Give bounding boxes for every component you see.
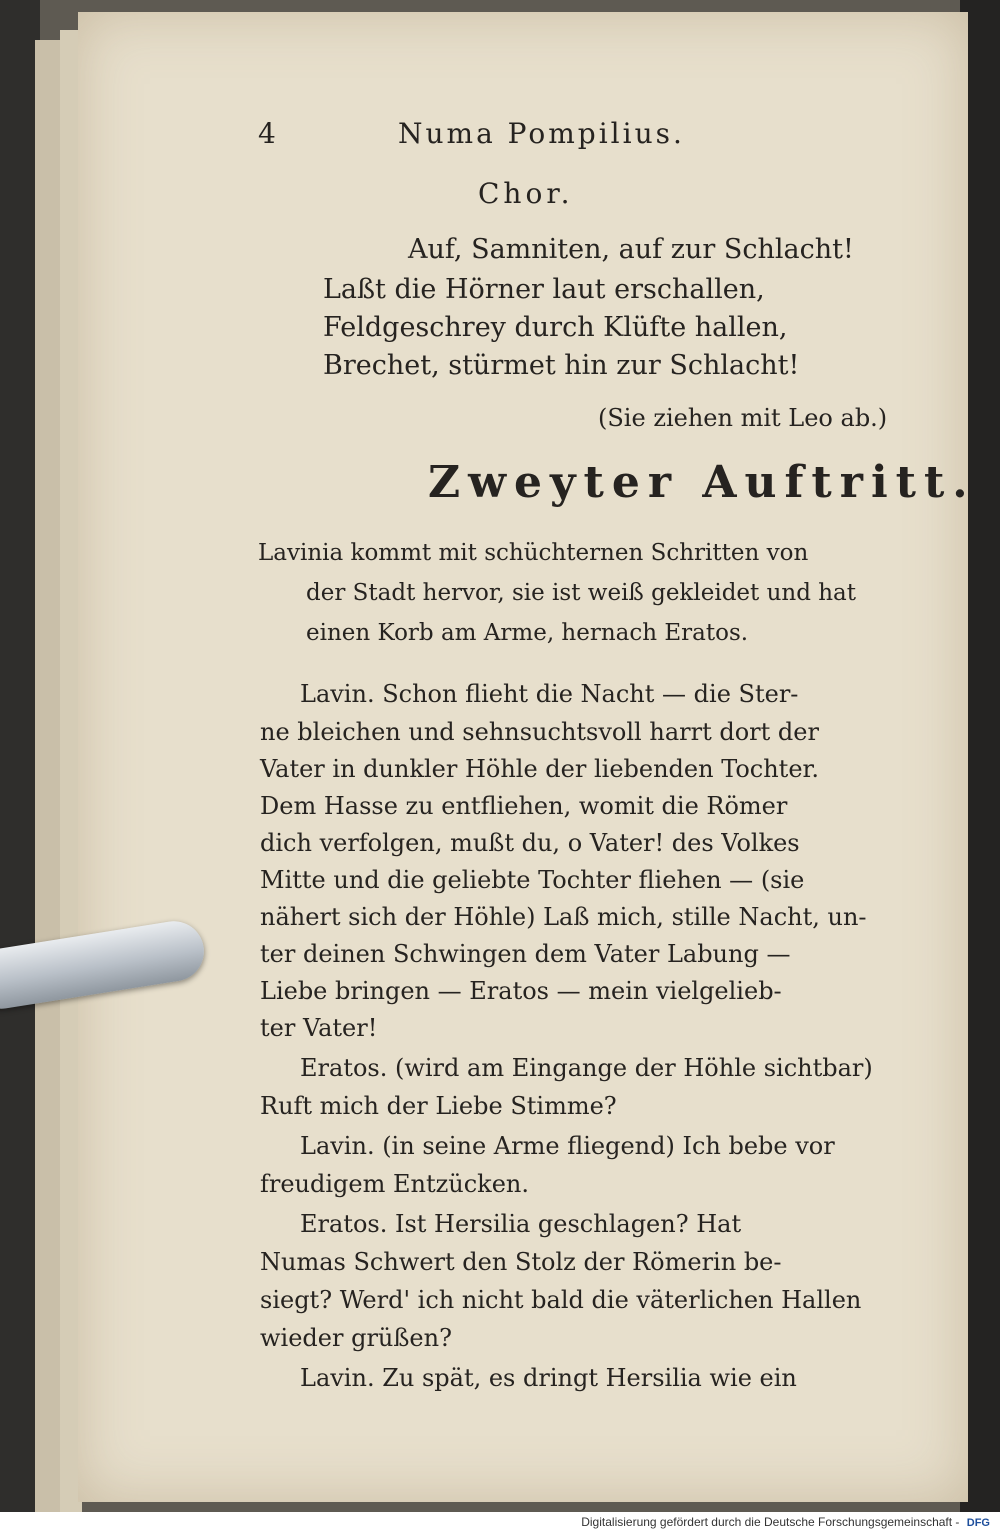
verse-line: Feldgeschrey durch Klüfte hallen, xyxy=(323,312,788,343)
credit-text: Digitalisierung gefördert durch die Deutsche Forschungsgemeinschaft - xyxy=(581,1515,960,1529)
text-line: ter Vater! xyxy=(260,1014,378,1042)
text-line: Eratos. Ist Hersilia geschlagen? Hat xyxy=(300,1210,742,1238)
text-line: Ruft mich der Liebe Stimme? xyxy=(260,1092,617,1120)
verse-line: Auf, Samniten, auf zur Schlacht! xyxy=(408,234,854,265)
cast-line: einen Korb am Arme, hernach Eratos. xyxy=(306,620,749,646)
scene-title: Zweyter Auftritt. xyxy=(428,457,976,508)
verse-line: Laßt die Hörner laut erschallen, xyxy=(323,274,765,305)
text-line: dich verfolgen, mußt du, o Vater! des Volkes xyxy=(260,829,800,857)
chorus-heading: Chor. xyxy=(478,177,574,210)
text-line: Liebe bringen — Eratos — mein vielgelieb- xyxy=(260,977,782,1005)
stage-direction: (Sie ziehen mit Leo ab.) xyxy=(598,404,888,432)
text-line: ter deinen Schwingen dem Vater Labung — xyxy=(260,940,791,968)
book-cover-edge xyxy=(0,0,40,1512)
verse-line: Brechet, stürmet hin zur Schlacht! xyxy=(323,350,800,381)
text-line: Lavin. Schon flieht die Nacht — die Ster- xyxy=(300,680,799,708)
text-line: freudigem Entzücken. xyxy=(260,1170,530,1198)
text-line: siegt? Werd' ich nicht bald die väterlichen Hallen xyxy=(260,1286,862,1314)
cast-line: der Stadt hervor, sie ist weiß gekleidet und hat xyxy=(306,580,857,606)
text-line: Lavin. (in seine Arme fliegend) Ich bebe vor xyxy=(300,1132,835,1160)
text-line: Vater in dunkler Höhle der liebenden Tochter. xyxy=(260,755,819,783)
text-line: Eratos. (wird am Eingange der Höhle sichtbar) xyxy=(300,1054,873,1082)
footer-bar xyxy=(0,1512,1000,1533)
dfg-logo-icon: DFG xyxy=(966,1517,990,1529)
page-number: 4 xyxy=(258,117,279,150)
running-title: Numa Pompilius. xyxy=(398,117,685,150)
cast-line: Lavinia kommt mit schüchternen Schritten von xyxy=(258,540,809,566)
text-line: ne bleichen und sehnsuchtsvoll harrt dort der xyxy=(260,718,819,746)
text-line: wieder grüßen? xyxy=(260,1324,452,1352)
funding-credit xyxy=(581,1515,990,1529)
book-page xyxy=(78,12,976,1502)
text-line: Mitte und die geliebte Tochter fliehen — (sie xyxy=(260,866,805,894)
text-line: nähert sich der Höhle) Laß mich, stille Nacht, un- xyxy=(260,903,867,931)
text-line: Numas Schwert den Stolz der Römerin be- xyxy=(260,1248,782,1276)
text-line: Lavin. Zu spät, es dringt Hersilia wie ein xyxy=(300,1364,797,1392)
text-line: Dem Hasse zu entfliehen, womit die Römer xyxy=(260,792,788,820)
